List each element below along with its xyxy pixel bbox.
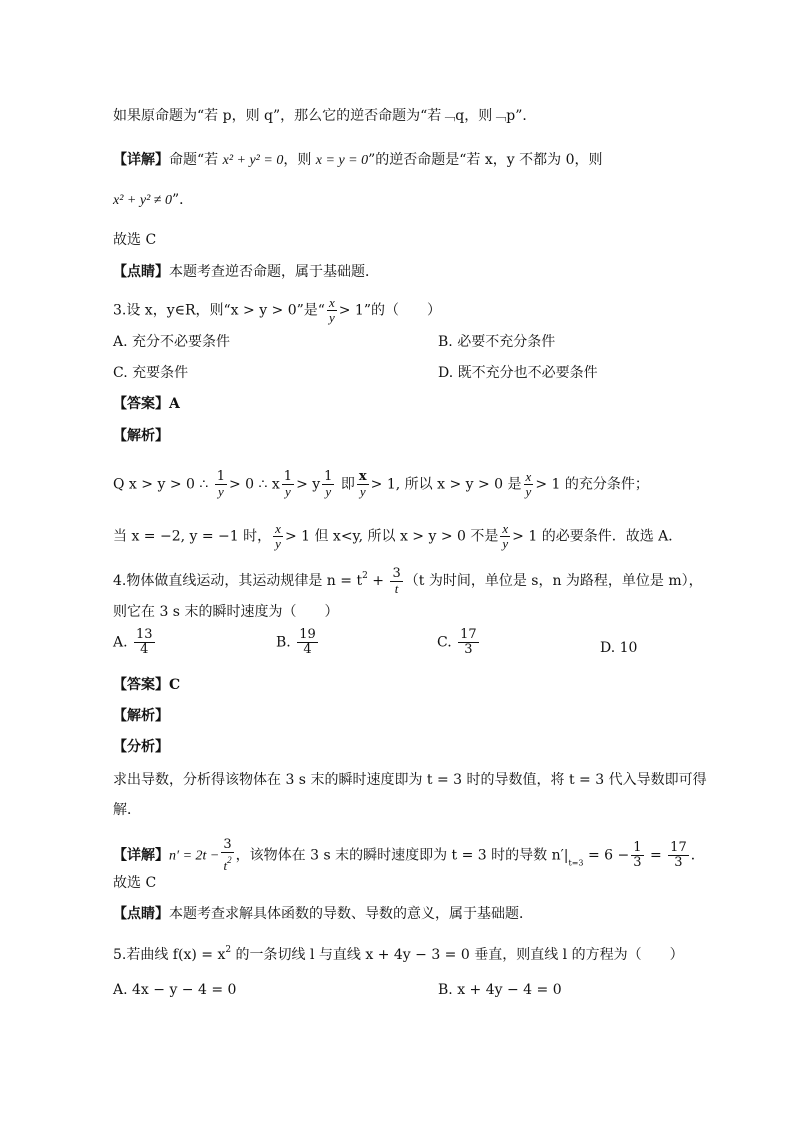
text-line: 【详解】命题“若 x² + y² = 0，则 x = y = 0”的逆否命题是“若 x，y 不都为 0，则 (113, 152, 603, 168)
option-b: B. 必要不充分条件 (438, 334, 556, 350)
text-line: 【点睛】本题考查逆否命题，属于基础题． (113, 264, 379, 280)
question-3: 3.设 x，y∈R，则“x > y > 0”是“ $\frac{x}{y}$ > 1”的（ ） (113, 295, 441, 325)
option-b: B. $\frac{19}{4}$ (276, 627, 316, 657)
text-line: x² + y² ≠ 0”． (113, 192, 194, 208)
analysis-heading: 【解析】 (113, 708, 169, 724)
option-a: A. 4x − y − 4 = 0 (113, 982, 237, 998)
text-line: 故选 C (113, 232, 157, 248)
text-line: 【点睛】本题考查求解具体函数的导数、导数的意义，属于基础题． (113, 906, 533, 922)
text-line: 如果原命题为“若 p，则 q”，那么它的逆否命题为“若﹁q，则﹁p”． (113, 108, 537, 124)
option-c: C. $\frac{17}{3}$ (437, 627, 477, 657)
option-d: D. 既不充分也不必要条件 (438, 365, 598, 381)
text-line: 故选 C (113, 875, 157, 891)
analysis-heading: 【解析】 (113, 428, 169, 444)
answer: 【答案】C (113, 677, 181, 693)
analysis-line: 当 x = −2, y = −1 时， $\frac{x}{y}$ > 1 但 x<y, 所以 x > y > 0 不是 $\frac{x}{y}$ > 1 的必要条件．故选 A． (113, 521, 683, 551)
option-a: A. 充分不必要条件 (113, 334, 231, 350)
option-c: C. 充要条件 (113, 365, 189, 381)
analysis-subheading: 【分析】 (113, 739, 169, 755)
answer: 【答案】A (113, 396, 180, 412)
text-line: 求出导数，分析得该物体在 3 s 末的瞬时速度即为 t = 3 时的导数值，将 t = 3 代入导数即可得 (113, 772, 707, 788)
option-d: D. 10 (600, 640, 638, 656)
question-4-line2: 则它在 3 s 末的瞬时速度为（ ） (113, 604, 339, 620)
text-line: 解． (113, 802, 141, 818)
analysis-line: Q x > y > 0 ∴ $\frac{1}{y}$ > 0 ∴ x $\frac{1}{y}$ > y $\frac{1}{y}$ 即 $\frac{x}{y}$ > 1, 所以 x > y > 0 是 $\frac{x}{y}$ > 1 的充分条件； (113, 469, 649, 499)
question-4: 4.物体做直线运动，其运动规律是 $n = t^2$ + $\frac{3}{t}$ （t 为时间，单位是 s，n 为路程，单位是 m）， (113, 565, 703, 596)
text-line: 【详解】n′ = 2t − $\frac{3}{t^2}$ ，该物体在 3 s 末的瞬时速度即为 t = 3 时的导数 $n'|_{t=3} = 6$ − $\frac{1}{3}$ = $\frac{17}{3}$ ． (113, 837, 705, 873)
option-a: A. $\frac{13}{4}$ (113, 627, 153, 657)
question-5: 5.若曲线 $f(x) = x^2$ 的一条切线 l 与直线 x + 4y − 3 = 0 垂直，则直线 l 的方程为（ ） (113, 945, 684, 963)
option-b: B. x + 4y − 4 = 0 (438, 982, 562, 998)
